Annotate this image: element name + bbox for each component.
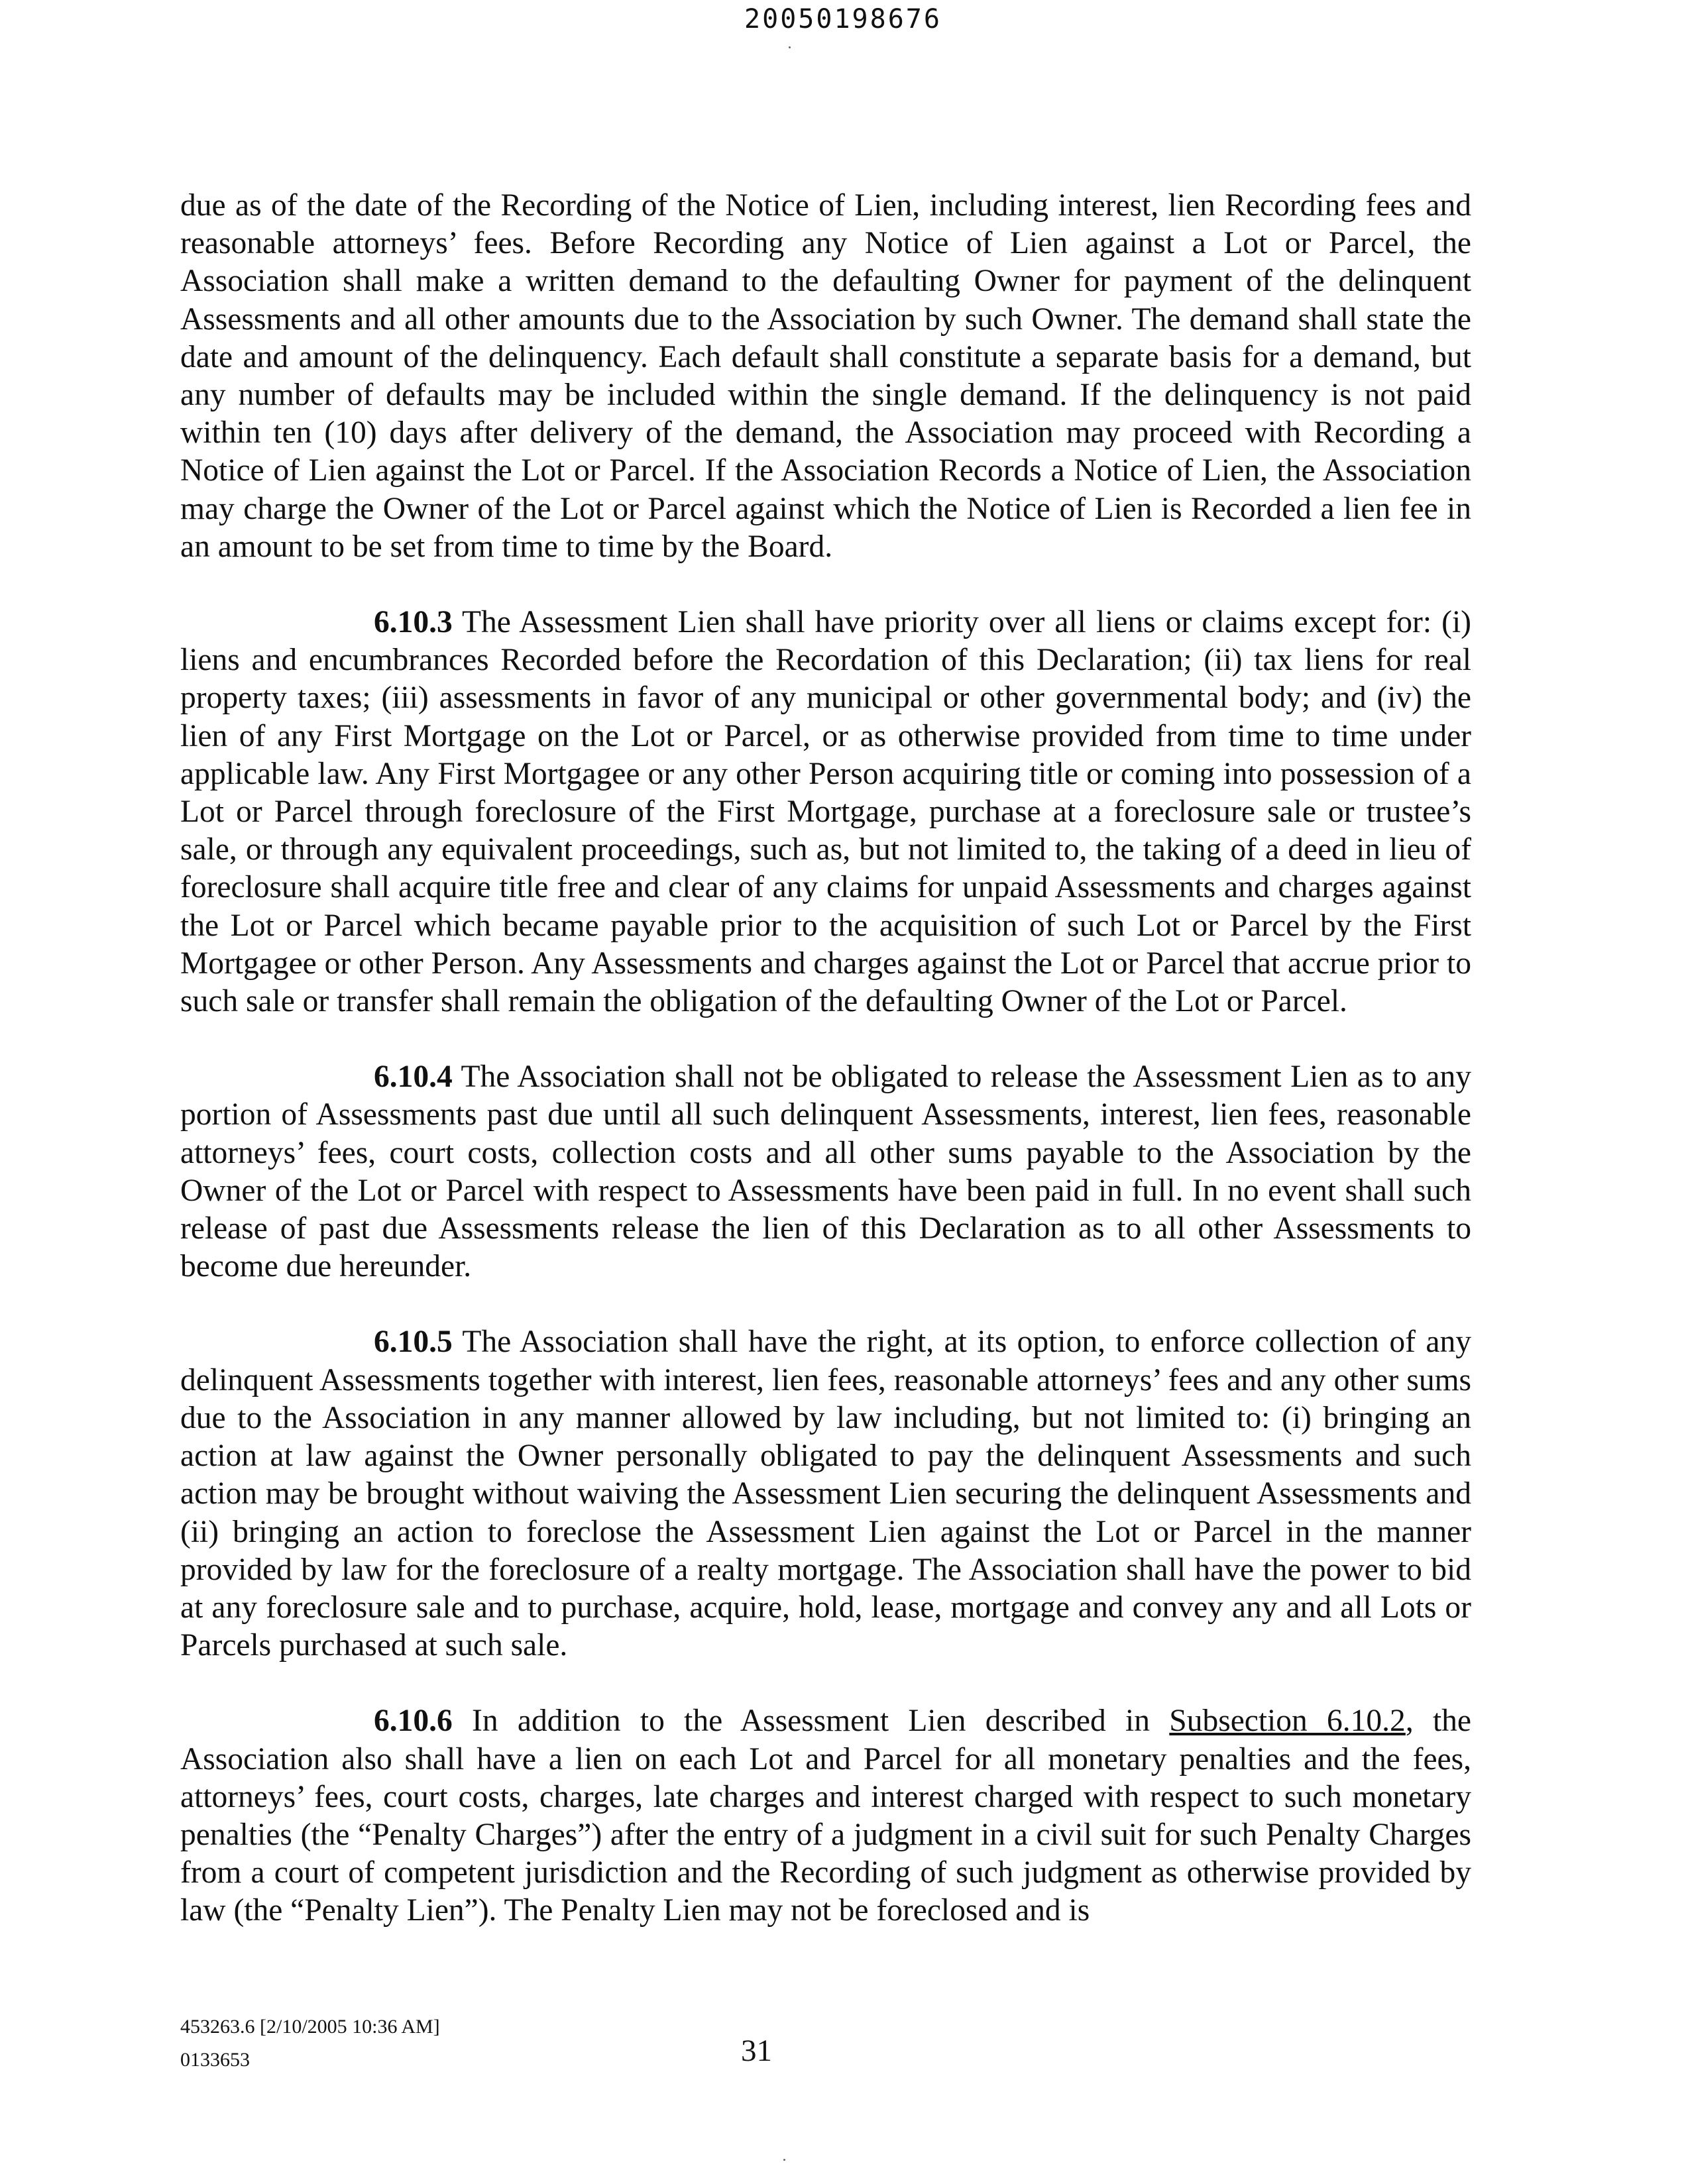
section-number: 6.10.4 [374, 1060, 453, 1095]
recording-number: 20050198676 [744, 4, 942, 34]
paragraph-6-10-3 [180, 604, 1471, 1020]
paragraph-text-after: , the Association also shall have a lien on each Lot and Parcel for all monetary penalties and the fees, attorneys’ fees, court costs, charges, late charges and interest charged with respect to such monetary penalties (the “Penalty Charges”) after the entry of a judgment in a civil suit for such Penalty Charges from a court of competent jurisdiction and the Recording of such judgment as otherwise provided by law (the “Penalty Lien”). The Penalty Lien may not be foreclosed and is [180, 1704, 1472, 1928]
paragraph-6-10-5 [180, 1323, 1471, 1665]
paragraph-6-10-4 [180, 1058, 1471, 1285]
subsection-reference: Subsection 6.10.2 [1169, 1704, 1406, 1739]
paragraph-continuation [180, 187, 1471, 566]
paragraph-6-10-6 [180, 1702, 1471, 1930]
footer-doc-id: 453263.6 [2/10/2005 10:36 AM] [180, 2016, 440, 2038]
section-number: 6.10.6 [374, 1704, 453, 1739]
document-body [180, 187, 1471, 1968]
scan-speck [789, 46, 791, 48]
section-number: 6.10.5 [374, 1325, 453, 1360]
page-number: 31 [741, 2034, 772, 2068]
scan-speck [783, 2159, 785, 2161]
footer-file-number: 0133653 [180, 2049, 250, 2071]
paragraph-text: The Association shall have the right, at its option, to enforce collection of any delinquent Assessments together with interest, lien fees, reasonable attorneys’ fees and any other sums due to the Association in any manner allowed by law including, but not limited to: (i) bringing an action at law against the Owner personally obligated to pay the delinquent Assessments and such action may be brought without waiving the Assessment Lien securing the delinquent Assessments and (ii) bringing an action to foreclose the Assessment Lien against the Lot or Parcel in the manner provided by law for the foreclosure of a realty mortgage. The Association shall have the power to bid at any foreclosure sale and to purchase, acquire, hold, lease, mortgage and convey any and all Lots or Parcels purchased at such sale. [180, 1325, 1471, 1663]
paragraph-text: The Association shall not be obligated to release the Assessment Lien as to any portion of Assessments past due until all such delinquent Assessments, interest, lien fees, reasonable attorneys’ fees, court costs, collection costs and all other sums payable to the Association by the Owner of the Lot or Parcel with respect to Assessments have been paid in full. In no event shall such release of past due Assessments release the lien of this Declaration as to all other Assessments to become due hereunder. [180, 1060, 1471, 1284]
paragraph-text: due as of the date of the Recording of the Notice of Lien, including interest, lien Recording fees and reasonable attorneys’ fees. Before Recording any Notice of Lien against a Lot or Parcel, the Association shall make a written demand to the defaulting Owner for payment of the delinquent Assessments and all other amounts due to the Association by such Owner. The demand shall state the date and amount of the delinquency. Each default shall constitute a separate basis for a demand, but any number of defaults may be included within the single demand. If the delinquency is not paid within ten (10) days after delivery of the demand, the Association may proceed with Recording a Notice of Lien against the Lot or Parcel. If the Association Records a Notice of Lien, the Association may charge the Owner of the Lot or Parcel against which the Notice of Lien is Recorded a lien fee in an amount to be set from time to time by the Board. [180, 188, 1471, 564]
paragraph-text: The Assessment Lien shall have priority over all liens or claims except for: (i) liens and encumbrances Recorded before the Recordation of this Declaration; (ii) tax liens for real property taxes; (iii) assessments in favor of any municipal or other governmental body; and (iv) the lien of any First Mortgage on the Lot or Parcel, or as otherwise provided from time to time under applicable law. Any First Mortgagee or any other Person acquiring title or coming into possession of a Lot or Parcel through foreclosure of the First Mortgage, purchase at a foreclosure sale or trustee’s sale, or through any equivalent proceedings, such as, but not limited to, the taking of a deed in lieu of foreclosure shall acquire title free and clear of any claims for unpaid Assessments and charges against the Lot or Parcel which became payable prior to the acquisition of such Lot or Parcel by the First Mortgagee or other Person. Any Assessments and charges against the Lot or Parcel that accrue prior to such sale or transfer shall remain the obligation of the defaulting Owner of the Lot or Parcel. [180, 605, 1471, 1019]
paragraph-text-before: In addition to the Assessment Lien described in [472, 1704, 1150, 1739]
section-number: 6.10.3 [374, 605, 453, 640]
footer-identifiers [180, 2010, 440, 2077]
